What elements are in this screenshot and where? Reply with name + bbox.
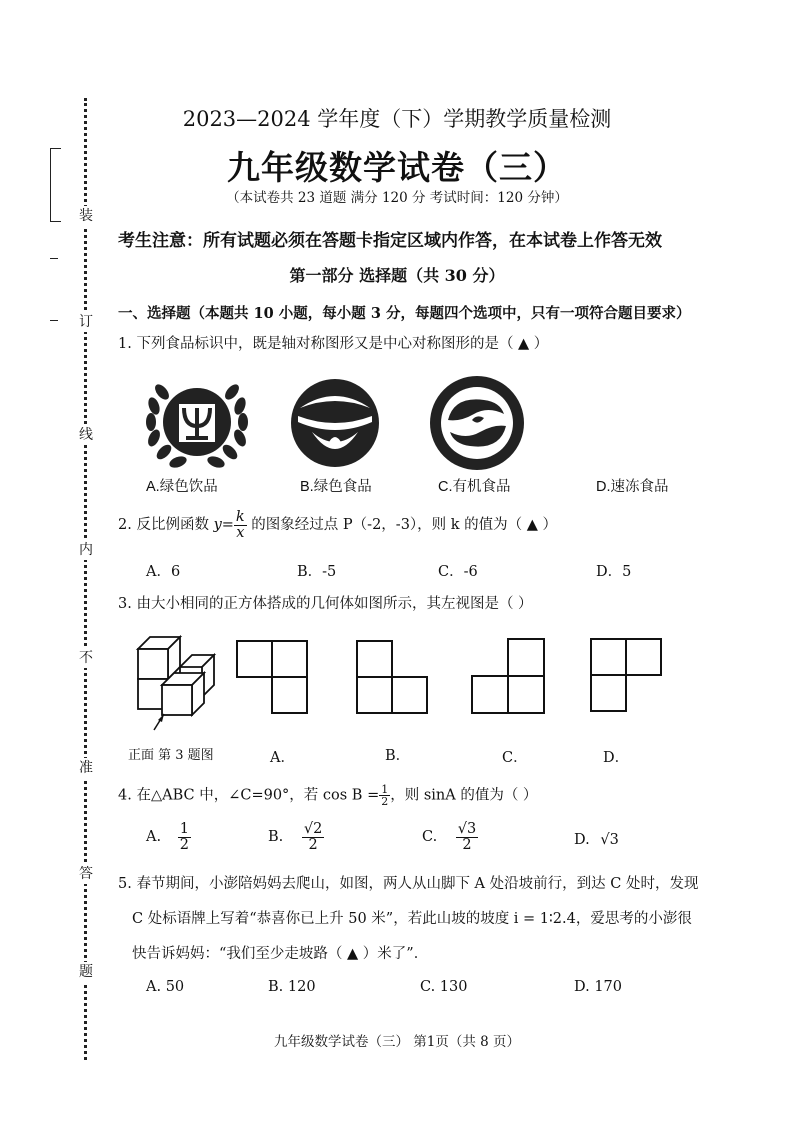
q4-stem-suffix: ，则 sinA 的值为（ ） xyxy=(390,787,538,804)
wreath-logo-icon xyxy=(142,374,252,474)
q2-stem-suffix: 的图象经过点 P（-2，-3），则 k 的值为（ ▲ ） xyxy=(246,517,558,533)
question-5-line-3: 快告诉妈妈：“我们至少走坡路（ ▲ ）米了”． xyxy=(132,946,429,962)
question-4-stem xyxy=(118,784,537,807)
q3-option-d-figure xyxy=(590,638,662,713)
question-2-stem xyxy=(118,510,557,540)
q2-function-lhs: y= xyxy=(213,517,234,533)
q2-option-d: D．5 xyxy=(596,564,632,580)
sidebar-char: 线 xyxy=(74,425,98,445)
q1-option-d: D.速冻食品 xyxy=(596,479,669,495)
q4-option-b xyxy=(268,822,324,852)
sidebar-char: 答 xyxy=(74,864,98,884)
sidebar-char: 订 xyxy=(74,312,98,332)
q5-option-b: B. 120 xyxy=(268,979,316,995)
q3-option-b: B． xyxy=(385,748,411,764)
exam-notice: 考生注意：所有试题必须在答题卡指定区域内作答，在本试卷上作答无效 xyxy=(118,231,662,251)
q3-option-a-figure xyxy=(236,640,308,715)
q3-option-c-figure xyxy=(471,638,546,715)
q2-stem-prefix: 2. 反比例函数 xyxy=(118,517,214,533)
hands-logo-icon xyxy=(428,374,526,472)
q1-option-a: A.绿色饮品 xyxy=(146,479,218,495)
q4-option-a xyxy=(146,822,191,852)
q4-option-c xyxy=(422,822,478,852)
section-title: 一、选择题（本题共 10 小题，每小题 3 分，每题四个选项中，只有一项符合题目要求） xyxy=(118,305,691,322)
q4-option-b-label: B. xyxy=(268,829,284,845)
q4-option-b-denominator: 2 xyxy=(308,836,318,853)
question-5-line-1: 5. 春节期间，小澎陪妈妈去爬山，如图，两人从山脚下 A 处沿坡前行，到达 C 处时，发现 xyxy=(118,876,699,892)
wave-logo-icon xyxy=(290,378,380,468)
figure-3-caption: 正面 第 3 题图 xyxy=(128,748,214,763)
q2-fraction-numerator: k xyxy=(235,509,245,525)
q3-option-b-figure xyxy=(356,640,428,715)
binding-tick xyxy=(50,258,58,259)
q1-option-c: C.有机食品 xyxy=(438,479,511,495)
q5-option-c: C. 130 xyxy=(420,979,468,995)
q1-option-b: B.绿色食品 xyxy=(300,479,372,495)
q4-option-b-numerator: √2 xyxy=(303,821,323,837)
sidebar-char: 不 xyxy=(74,648,98,668)
page-title: 九年级数学试卷（三） xyxy=(227,148,567,187)
sidebar-char: 准 xyxy=(74,758,98,778)
question-1-stem: 1. 下列食品标识中，既是轴对称图形又是中心对称图形的是（ ▲ ） xyxy=(118,336,549,352)
q5-option-a: A. 50 xyxy=(146,979,185,995)
page-footer: 九年级数学试卷（三） 第1页（共 8 页） xyxy=(273,1034,521,1050)
sidebar-char: 题 xyxy=(74,962,98,982)
q2-option-b: B．-5 xyxy=(297,564,337,580)
sidebar-char: 内 xyxy=(74,540,98,560)
cube-stack-figure xyxy=(128,634,228,744)
q2-option-c: C．-6 xyxy=(438,564,478,580)
q4-option-d-label: D. xyxy=(574,832,590,848)
q5-option-d: D. 170 xyxy=(574,979,623,995)
q4-option-a-label: A. xyxy=(146,829,162,845)
sidebar-char: 装 xyxy=(74,206,98,226)
q4-option-d xyxy=(574,832,619,848)
binding-tick xyxy=(50,320,58,321)
q2-option-a: A．6 xyxy=(146,564,181,580)
q3-option-d: D． xyxy=(603,750,630,766)
exam-period-heading: 2023—2024 学年度（下）学期教学质量检测 xyxy=(182,107,612,131)
q4-option-c-label: C. xyxy=(422,829,438,845)
binding-dotted-line xyxy=(84,98,87,1060)
exam-info: （本试卷共 23 道题 满分 120 分 考试时间：120 分钟） xyxy=(226,190,568,206)
q4-option-a-numerator: 1 xyxy=(179,821,189,837)
question-5-line-2: C 处标语牌上写着“恭喜你已上升 50 米”，若此山坡的坡度 i = 1∶2.4，爱思考的小澎很 xyxy=(132,911,692,927)
q4-option-c-numerator: √3 xyxy=(457,821,477,837)
part-title: 第一部分 选择题（共 30 分） xyxy=(289,266,505,285)
q3-option-c: C． xyxy=(502,750,528,766)
q4-stem-prefix: 4. 在△ABC 中，∠C=90°，若 cos B = xyxy=(118,787,380,804)
question-3-stem: 3. 由大小相同的正方体搭成的几何体如图所示，其左视图是（ ） xyxy=(118,596,533,612)
q4-cos-numerator: 1 xyxy=(381,783,389,796)
q3-option-a: A． xyxy=(270,750,295,766)
q4-option-c-denominator: 2 xyxy=(462,836,472,853)
q2-fraction-denominator: x xyxy=(236,524,245,541)
q4-option-a-denominator: 2 xyxy=(179,836,189,853)
q4-option-d-value: √3 xyxy=(600,832,619,848)
q4-cos-denominator: 2 xyxy=(381,795,389,808)
